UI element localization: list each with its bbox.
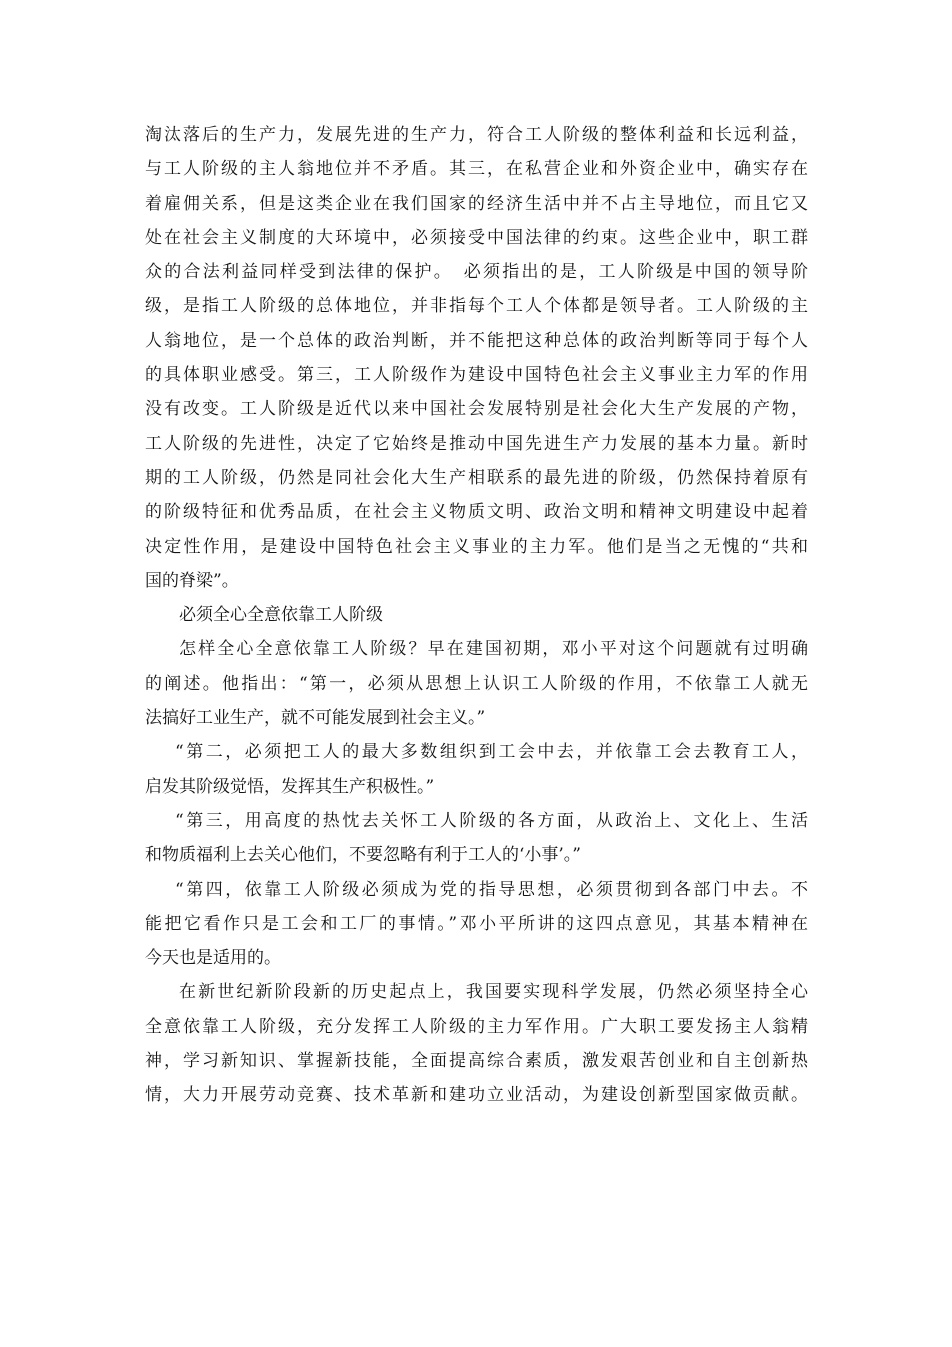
text-line: 处在社会主义制度的大环境中，必须接受中国法律的约束。这些企业中，职工群: [145, 227, 808, 248]
text-line: 怎样全心全意依靠工人阶级？早在建国初期，邓小平对这个问题就有过明确: [179, 639, 808, 660]
text-line: 决定性作用，是建设中国特色社会主义事业的主力军。他们是当之无愧的“共和: [145, 536, 808, 557]
section-heading: 必须全心全意依靠工人阶级: [179, 605, 383, 626]
text-line: 工人阶级的先进性，决定了它始终是推动中国先进生产力发展的基本力量。新时: [145, 433, 808, 454]
document-body: [145, 118, 808, 1113]
text-line: 法搞好工业生产，就不可能发展到社会主义。”: [145, 708, 486, 729]
text-line: “第四，依靠工人阶级必须成为党的指导思想，必须贯彻到各部门中去。不: [175, 879, 808, 900]
text-line: 和物质福利上去关心他们，不要忽略有利于工人的‘小事’。”: [145, 845, 581, 866]
text-line: 没有改变。工人阶级是近代以来中国社会发展特别是社会化大生产发展的产物，: [145, 399, 808, 420]
text-line: 国的脊梁”。: [145, 570, 239, 591]
text-line: 在新世纪新阶段新的历史起点上，我国要实现科学发展，仍然必须坚持全心: [179, 982, 808, 1003]
text-line: 着雇佣关系，但是这类企业在我们国家的经济生活中并不占主导地位，而且它又: [145, 193, 808, 214]
text-line: 淘汰落后的生产力，发展先进的生产力，符合工人阶级的整体利益和长远利益，: [145, 125, 808, 145]
text-line: 情，大力开展劳动竞赛、技术革新和建功立业活动，为建设创新型国家做贡献。: [145, 1085, 808, 1106]
text-line: “第三，用高度的热忱去关怀工人阶级的各方面，从政治上、文化上、生活: [175, 810, 808, 831]
text-line: 的具体职业感受。第三，工人阶级作为建设中国特色社会主义事业主力军的作用: [145, 365, 808, 386]
text-line: 与工人阶级的主人翁地位并不矛盾。其三，在私营企业和外资企业中，确实存在: [145, 159, 808, 180]
text-line: 级，是指工人阶级的总体地位，并非指每个工人个体都是领导者。工人阶级的主: [145, 296, 808, 317]
text-line: 全意依靠工人阶级，充分发挥工人阶级的主力军作用。广大职工要发扬主人翁精: [145, 1016, 808, 1037]
text-line: 神，学习新知识、掌握新技能，全面提高综合素质，激发艰苦创业和自主创新热: [145, 1051, 808, 1072]
text-line: 众的合法利益同样受到法律的保护。 必须指出的是，工人阶级是中国的领导阶: [145, 262, 808, 283]
text-line: 期的工人阶级，仍然是同社会化大生产相联系的最先进的阶级，仍然保持着原有: [145, 467, 808, 488]
text-line: 能把它看作只是工会和工厂的事情。”邓小平所讲的这四点意见，其基本精神在: [145, 913, 808, 934]
text-line: 启发其阶级觉悟，发挥其生产积极性。”: [145, 776, 435, 797]
text-line: 今天也是适用的。: [145, 948, 281, 969]
text-line: 的阶级特征和优秀品质，在社会主义物质文明、政治文明和精神文明建设中起着: [145, 502, 808, 523]
text-line: “第二，必须把工人的最大多数组织到工会中去，并依靠工会去教育工人，: [175, 742, 808, 763]
text-line: 的阐述。他指出：“第一，必须从思想上认识工人阶级的作用，不依靠工人就无: [145, 673, 808, 694]
text-line: 人翁地位，是一个总体的政治判断，并不能把这种总体的政治判断等同于每个人: [145, 330, 808, 351]
